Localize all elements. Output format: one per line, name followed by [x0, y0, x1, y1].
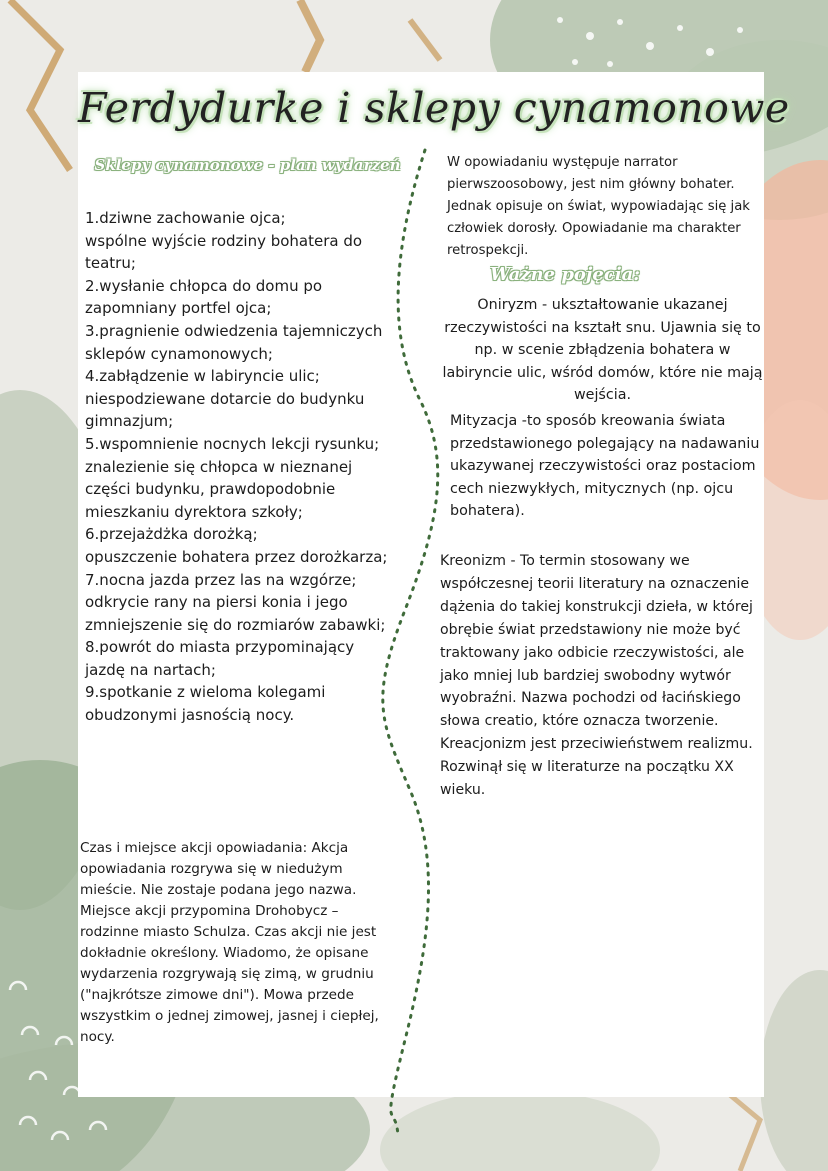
plan-item: 8.powrót do miasta przypominający jazdę na nartach; — [85, 638, 355, 679]
plan-item: 3.pragnienie odwiedzenia tajemniczych sklepów cynamonowych; — [85, 321, 383, 363]
plan-item: opuszczenie bohatera przez dorożkarza; — [85, 547, 388, 566]
plan-item: 6.przejażdżka dorożką; — [85, 525, 258, 544]
plan-heading: Sklepy cynamonowe - plan wydarzeń — [94, 156, 401, 174]
plan-item: znalezienie się chłopca w nieznanej części budynku, prawdopodobnie mieszkaniu dyrektora szkoły; — [85, 457, 353, 521]
plan-item: 9.spotkanie z wieloma kolegami obudzonymi jasnością nocy. — [85, 683, 326, 725]
time-place-paragraph: Czas i miejsce akcji opowiadania: Akcja opowiadania rozgrywa się w niedużym mieście. Nie zostaje podana jego nazwa. Miejsce akcji przypomina Drohobycz – rodzinne miasto Schulza. Czas akcji nie jest dokładnie określony. Wiadomo, że opisane wydarzenia rozgrywają się zimą, w grudniu ("najkrótsze zimowe dni"). Mowa przede wszystkim o jednej zimowej, jasnej i ciepłej, nocy. — [80, 840, 379, 1045]
plan-list — [85, 207, 390, 727]
oniryzm-definition: Oniryzm - ukształtowanie ukazanej rzeczywistości na kształt snu. Ujawnia się to np. w scenie zbłądzenia bohatera w labiryncie ulic, wśród domów, które nie mają wejścia. — [442, 297, 763, 404]
plan-item: 7.nocna jazda przez las na wzgórze; odkrycie rany na piersi konia i jego zmniejszenie się do rozmiarów zabawki; — [85, 570, 386, 634]
plan-item: 2.wysłanie chłopca do domu po zapomniany portfel ojca; — [85, 276, 323, 318]
mityzacja-definition: Mityzacja -to sposób kreowania świata przedstawionego polegający na nadawaniu ukazywanej rzeczywistości oraz postaciom cech niezwykłych, mitycznych (np. ojcu bohatera). — [450, 413, 760, 520]
narrator-paragraph: W opowiadaniu występuje narrator pierwszoosobowy, jest nim główny bohater. Jednak opisuje on świat, wypowiadając się jak człowiek dorosły. Opowiadanie ma charakter retrospekcji. — [447, 155, 750, 258]
plan-item: wspólne wyjście rodziny bohatera do teatru; — [85, 231, 363, 273]
plan-item: 5.wspomnienie nocnych lekcji rysunku; — [85, 434, 380, 453]
concepts-heading: Ważne pojęcia: — [489, 264, 640, 285]
kreonizm-definition: Kreonizm - To termin stosowany we współczesnej teorii literatury na oznaczenie dążenia do takiej konstrukcji dzieła, w której obrębie świat przedstawiony nie może być traktowany jako odbicie rzeczywistości, ale jako mniej lub bardziej swobodny wytwór wyobraźni. Nazwa pochodzi od łacińskiego słowa creatio, które oznacza tworzenie. Kreacjonizm jest przeciwieństwem realizmu. Rozwinął się w literaturze na początku XX wieku. — [440, 553, 753, 799]
page-title: Ferdydurke i sklepy cynamonowe — [78, 84, 790, 132]
plan-item: 1.dziwne zachowanie ojca; — [85, 209, 286, 227]
plan-item: 4.zabłądzenie w labiryncie ulic; niespodziewane dotarcie do budynku gimnazjum; — [85, 367, 365, 431]
